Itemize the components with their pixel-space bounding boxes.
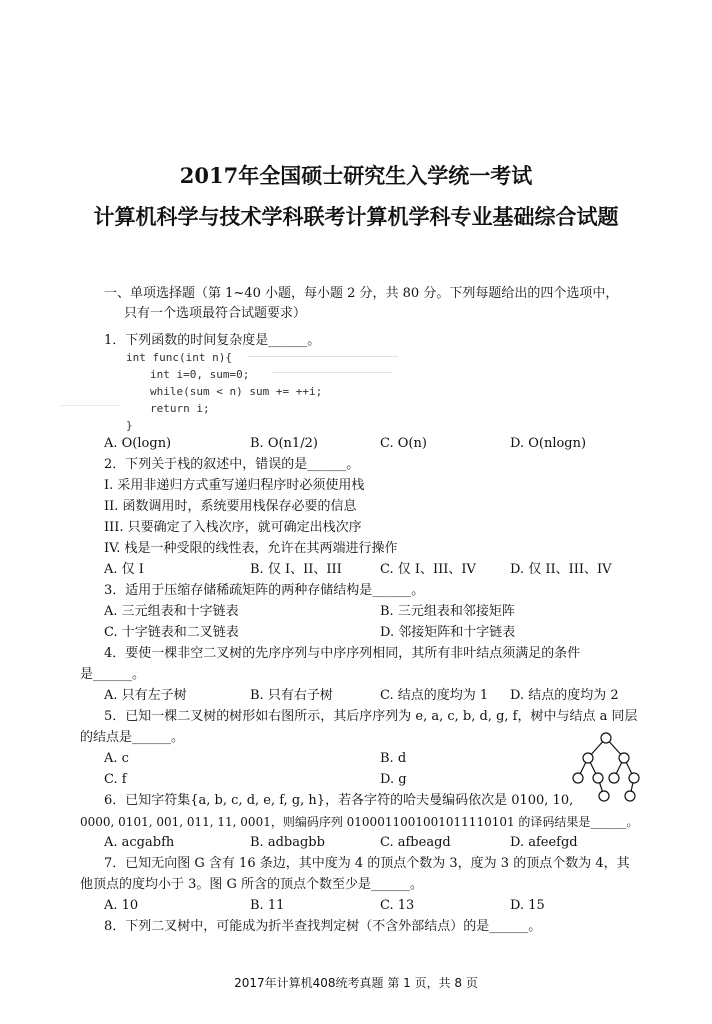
q8-stem: 8．下列二叉树中，可能成为折半查找判定树（不含外部结点）的是______。: [104, 919, 542, 934]
q4-stem-cont: 是______。: [80, 667, 146, 682]
q6-option-c: C. afbeagd: [380, 835, 451, 850]
q2-item: II. 函数调用时，系统要用栈保存必要的信息: [104, 499, 357, 514]
section-heading: 一、单项选择题（第 1~40 小题，每小题 2 分，共 80 分。下列每题给出的四个选项中，: [104, 286, 619, 301]
q1-option-b: B. O(n1/2): [250, 436, 318, 451]
q2-option-a: A. 仅 I: [104, 562, 144, 577]
tree-node: [583, 753, 593, 763]
q7-option-b: B. 11: [250, 898, 285, 913]
q2-option-d: D. 仅 II、III、IV: [510, 562, 612, 577]
q4-option-d: D. 结点的度均为 2: [510, 688, 619, 703]
q3-option-a: A. 三元组表和十字链表: [104, 604, 239, 619]
q4-option-b: B. 只有右子树: [250, 688, 333, 703]
q6-stem: 6．已知字符集{a, b, c, d, e, f, g, h}，若各字符的哈夫曼编码依次是 0100, 10,: [104, 793, 574, 808]
binary-tree-figure: [570, 728, 650, 802]
exam-title: 2017年全国硕士研究生入学统一考试: [179, 163, 533, 188]
q5-option-c: C. f: [104, 772, 127, 787]
q1-code-line: int func(int n){: [126, 351, 232, 364]
section-heading-cont: 只有一个选项最符合试题要求）: [124, 306, 307, 321]
exam-subtitle: 计算机科学与技术学科联考计算机学科专业基础综合试题: [93, 204, 619, 229]
q7-stem: 7．已知无向图 G 含有 16 条边，其中度为 4 的顶点个数为 3，度为 3 的顶点个数为 4，其: [104, 856, 630, 871]
q7-option-d: D. 15: [510, 898, 545, 913]
q1-code-line: return i;: [150, 402, 210, 415]
q1-option-c: C. O(n): [380, 436, 427, 451]
q5-stem: 5．已知一棵二叉树的树形如右图所示，其后序序列为 e, a, c, b, d, g, f，树中与结点 a 同层: [104, 709, 638, 724]
q2-item: IV. 栈是一种受限的线性表，允许在其两端进行操作: [104, 541, 398, 556]
q1-option-d: D. O(nlogn): [510, 436, 587, 451]
q2-option-b: B. 仅 I、II、III: [250, 562, 342, 577]
q4-option-a: A. 只有左子树: [104, 688, 187, 703]
q5-stem-cont: 的结点是______。: [80, 730, 185, 745]
q1-code-line: }: [126, 419, 133, 432]
q5-option-a: A. c: [104, 751, 129, 766]
q3-option-c: C. 十字链表和二叉链表: [104, 625, 239, 640]
tree-node: [593, 773, 603, 783]
tree-node: [629, 773, 639, 783]
page-footer: 2017年计算机408统考真题 第 1 页，共 8 页: [234, 976, 478, 990]
q4-option-c: C. 结点的度均为 1: [380, 688, 489, 703]
q6-option-b: B. adbagbb: [250, 835, 325, 850]
q2-stem: 2．下列关于栈的叙述中，错误的是______。: [104, 457, 360, 472]
tree-node: [573, 773, 583, 783]
q3-option-d: D. 邻接矩阵和十字链表: [380, 625, 516, 640]
q7-option-a: A. 10: [104, 898, 139, 913]
q4-stem: 4．要使一棵非空二叉树的先序序列与中序序列相同，其所有非叶结点须满足的条件: [104, 646, 581, 661]
q1-code-line: while(sum < n) sum += ++i;: [150, 385, 323, 398]
q7-stem-cont: 他顶点的度均小于 3。图 G 所含的顶点个数至少是______。: [80, 877, 424, 892]
tree-node: [601, 733, 611, 743]
q1-code-line: int i=0, sum=0;: [150, 368, 250, 381]
q1-option-a: A. O(logn): [104, 436, 172, 451]
q3-stem: 3．适用于压缩存储稀疏矩阵的两种存储结构是______。: [104, 583, 425, 598]
q7-option-c: C. 13: [380, 898, 415, 913]
tree-node: [619, 753, 629, 763]
tree-node: [625, 791, 635, 801]
q5-option-d: D. g: [380, 772, 407, 787]
q6-option-a: A. acgabfh: [104, 835, 175, 850]
q6-option-d: D. afeefgd: [510, 835, 578, 850]
q6-stem-cont: 0000, 0101, 001, 011, 11, 0001，则编码序列 0100011001001011110101 的译码结果是______。: [80, 815, 639, 829]
tree-node: [609, 773, 619, 783]
q2-option-c: C. 仅 I、III、IV: [380, 562, 476, 577]
q5-option-b: B. d: [380, 751, 407, 766]
q2-item: III. 只要确定了入栈次序，就可确定出栈次序: [104, 520, 362, 535]
q1-stem: 1．下列函数的时间复杂度是______。: [104, 333, 321, 348]
q2-item: I. 采用非递归方式重写递归程序时必须使用栈: [104, 478, 365, 493]
q3-option-b: B. 三元组表和邻接矩阵: [380, 604, 515, 619]
tree-node: [599, 791, 609, 801]
